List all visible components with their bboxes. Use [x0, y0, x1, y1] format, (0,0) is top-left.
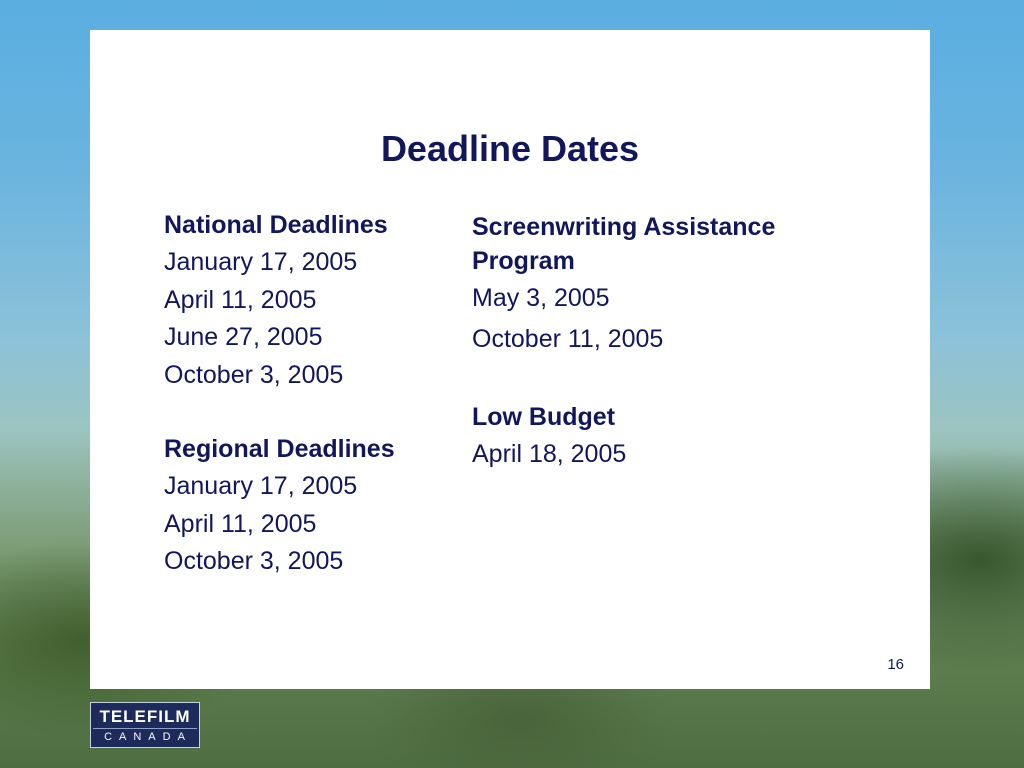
panel-tab-bottom-right: [684, 672, 766, 688]
logo-wordmark-bottom: CANADA: [104, 731, 192, 743]
screenwriting-date: October 11, 2005: [472, 325, 664, 353]
logo-divider: [93, 728, 197, 729]
panel-tab-bottom-left: [254, 672, 336, 688]
low-budget-heading: Low Budget: [472, 403, 616, 431]
slide-title: Deadline Dates: [380, 128, 640, 169]
regional-deadlines-heading: Regional Deadlines: [164, 435, 395, 463]
telefilm-canada-logo: [90, 702, 200, 748]
national-date: June 27, 2005: [164, 323, 323, 351]
national-date: October 3, 2005: [164, 360, 344, 389]
screenwriting-heading-line2: Program: [472, 247, 575, 275]
left-column: [164, 206, 494, 581]
page-number: 16: [887, 656, 904, 673]
low-budget-date: April 18, 2005: [472, 440, 627, 468]
national-deadlines-heading: National Deadlines: [164, 211, 388, 239]
screenwriting-heading-line1: Screenwriting Assistance: [472, 213, 776, 241]
regional-date: October 3, 2005: [164, 547, 344, 575]
logo-wordmark-top: TELEFILM: [99, 707, 191, 726]
slide-panel: [90, 30, 930, 689]
national-date: April 11, 2005: [164, 285, 317, 314]
regional-date: January 17, 2005: [164, 472, 358, 500]
national-date: January 17, 2005: [164, 248, 358, 276]
screenwriting-date: May 3, 2005: [472, 284, 610, 312]
regional-date: April 11, 2005: [164, 509, 317, 538]
right-column: [472, 210, 872, 475]
